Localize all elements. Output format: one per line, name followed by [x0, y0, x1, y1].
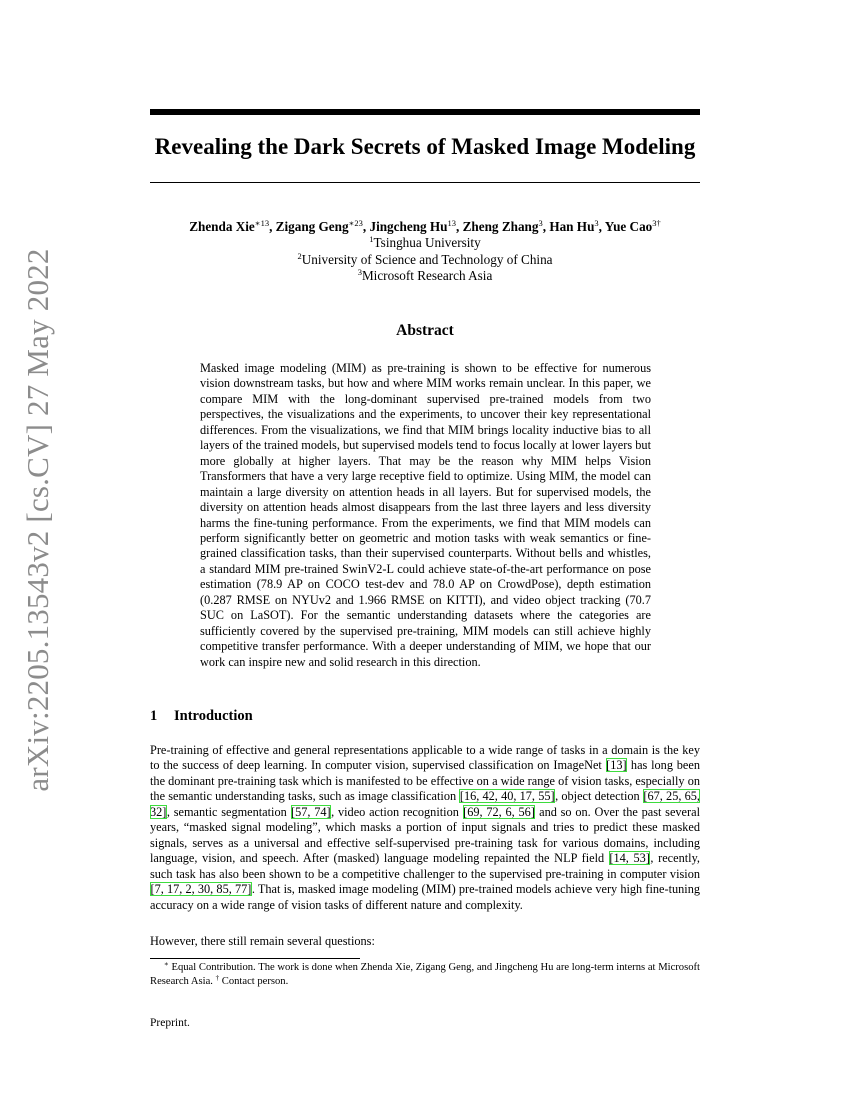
- author-affiliation-mark: 3: [538, 218, 543, 228]
- section-heading: [150, 708, 253, 725]
- preprint-label: Preprint.: [150, 1017, 190, 1029]
- paragraph-text: , recently, such task has also been shown to be a competitive challenger to the supervised pre-training in computer vision: [150, 851, 700, 881]
- abstract-text: Masked image modeling (MIM) as pre-training is shown to be effective for numerous vision downstream tasks, but how and where MIM works remain unclear. In this paper, we compare MIM with the long-dominant supervised pre-trained models from two perspectives, the visualizations and the experiments, to uncover their key representational differences. From the visualizations, we find that MIM brings locality inductive bias to all layers of the trained models, but supervised models tend to focus locally at lower layers but more globally at higher layers. That may be the reason why MIM helps Vision Transformers that have a very large receptive field to optimize. Using MIM, the model can maintain a large diversity on attention heads in all layers. But for supervised models, the diversity on attention heads almost disappears from the last three layers and less diversity harms the fine-tuning performance. From the experiments, we find that MIM models can perform significantly better on geometric and motion tasks with weak semantics or fine-grained classification tasks, than their supervised counterparts. Without bells and whistles, a standard MIM pre-trained SwinV2-L could achieve state-of-the-art performance on pose estimation (78.9 AP on COCO test-dev and 78.0 AP on CrowdPose), depth estimation (0.287 RMSE on NYUv2 and 1.966 RMSE on KITTI), and video object tracking (70.7 SUC on LaSOT). For the semantic understanding datasets where the categories are sufficiently covered by the supervised pre-training, MIM models can still achieve highly competitive transfer performance. With a deeper understanding of MIM, we hope that our work can inspire new and solid research in this direction.: [200, 361, 651, 669]
- affiliation-line: [150, 268, 700, 284]
- author-affiliation-mark: ∗13: [254, 218, 270, 228]
- abstract-heading: Abstract: [396, 322, 454, 339]
- paragraph-text: and so on. Over the past several years, “masked signal modeling”, which masks a portion of input signals and tries to predict these masked signals, serves as a universal and effective self-supervised pre-training task for various domains, including language, vision, and speech. After (masked) language modeling repainted the NLP field: [150, 804, 700, 866]
- citation-link[interactable]: [16, 42, 40, 17, 55]: [459, 789, 555, 804]
- affiliation-name: Tsinghua University: [373, 235, 481, 251]
- footnote-mark: †: [215, 974, 220, 982]
- author-list: Zhenda Xie$^{∗13}$, Zigang Geng$^{∗23}$, Jingcheng Hu$^{13}$, Zheng Zhang$^3$, Han Hu$^3$, Yue Cao$^{3\dagger}$: [189, 218, 661, 234]
- affiliation-name: University of Science and Technology of China: [301, 251, 553, 267]
- footnote-rule: [150, 958, 360, 959]
- paragraph-text: . That is, masked image modeling (MIM) pre-trained models achieve very high fine-tuning accuracy on a wide range of vision tasks of different nature and complexity.: [150, 882, 701, 912]
- affiliation-name: Microsoft Research Asia: [361, 268, 493, 284]
- author-name: Zigang Geng: [275, 219, 349, 234]
- author-affiliation-mark: ∗23: [348, 218, 363, 228]
- citation-link[interactable]: [14, 53]: [609, 851, 650, 866]
- author-affiliation-mark: 3: [594, 218, 599, 228]
- affiliation-mark: 3: [357, 267, 362, 278]
- section-title: Introduction: [174, 708, 253, 724]
- introduction-paragraph: [150, 743, 700, 913]
- footnote-text: Contact person.: [219, 976, 289, 987]
- author-block: [150, 219, 700, 285]
- citation-link[interactable]: [57, 74]: [291, 804, 331, 819]
- paragraph-text: , video action recognition: [331, 804, 463, 819]
- footnote: [150, 961, 700, 989]
- author-affiliation-mark: 13: [447, 218, 457, 228]
- affiliation-line: [150, 252, 700, 268]
- author-name: Jingcheng Hu: [369, 219, 448, 234]
- arxiv-identifier-stamp: arXiv:2205.13543v2 [cs.CV] 27 May 2022: [20, 248, 55, 792]
- affiliation-mark: 2: [297, 250, 302, 261]
- footnote-text: Equal Contribution. The work is done when Zhenda Xie, Zigang Geng, and Jingcheng Hu are long-term interns at Microsoft Research Asia.: [150, 962, 700, 987]
- citation-link[interactable]: [13]: [606, 758, 627, 773]
- author-name: Zhenda Xie: [189, 219, 255, 234]
- affiliation-mark: 1: [369, 234, 374, 245]
- footnote-mark: ∗: [164, 960, 169, 968]
- paragraph-text: Pre-training of effective and general representations applicable to a wide range of tasks in a domain is the key to the success of deep learning. In computer vision, supervised classification on ImageNet: [150, 743, 700, 773]
- citation-link[interactable]: [69, 72, 6, 56]: [463, 804, 535, 819]
- affiliation-line: [150, 235, 700, 251]
- paragraph-text: , semantic segmentation: [166, 804, 291, 819]
- title-bottom-rule: [150, 182, 700, 183]
- paper-title: Revealing the Dark Secrets of Masked Image Modeling: [154, 134, 696, 159]
- paragraph-text: , object detection: [555, 789, 643, 804]
- citation-link[interactable]: [67, 25, 65, 32]: [150, 789, 700, 819]
- paragraph-text: has long been the dominant pre-training task which is manifested to be effective on a wide range of vision tasks, especially on the semantic understanding tasks, such as image classification: [150, 758, 700, 804]
- author-name: Yue Cao: [604, 219, 653, 234]
- section-number: 1: [150, 708, 158, 724]
- author-affiliation-mark: 3†: [652, 218, 661, 228]
- citation-link[interactable]: [7, 17, 2, 30, 85, 77]: [150, 882, 252, 897]
- introduction-paragraph-2: However, there still remain several questions:: [150, 934, 375, 948]
- author-name: Han Hu: [549, 219, 595, 234]
- author-name: Zheng Zhang: [462, 219, 539, 234]
- title-top-rule: [150, 109, 700, 115]
